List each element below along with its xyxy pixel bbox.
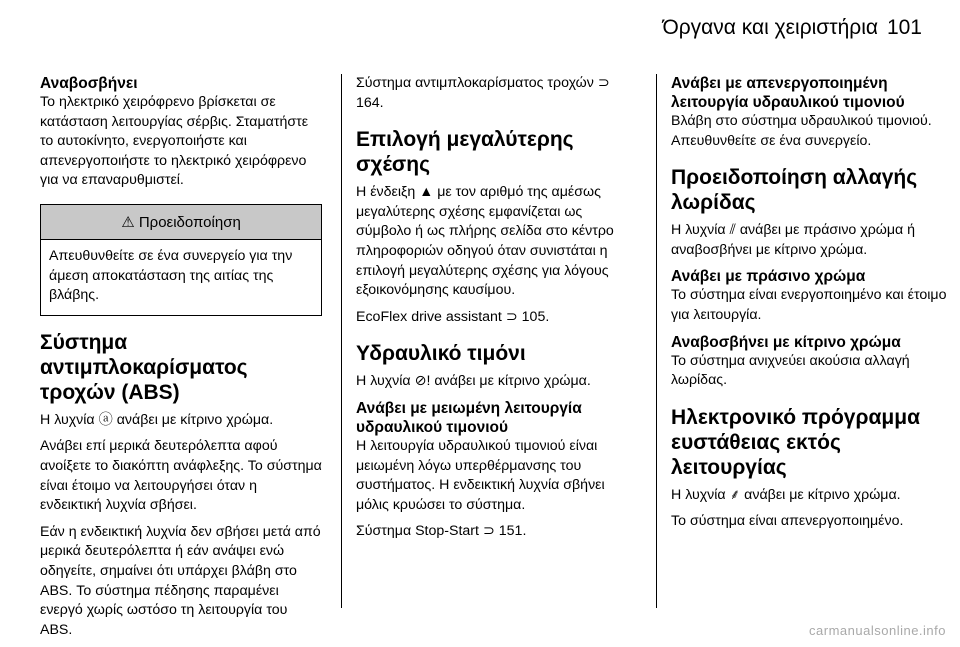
abs-reference: Σύστημα αντιμπλοκαρίσματος τροχών ⊃ 164.: [356, 75, 610, 111]
green-heading: Ανάβει με πράσινο χρώμα: [671, 268, 866, 286]
abs-heading: Σύστημα αντιμπλοκαρίσματος τροχών (ABS): [40, 330, 248, 404]
watermark: carmanualsonline.info: [809, 623, 946, 638]
abs-paragraph-2: Ανάβει επί μερικά δευτερόλεπτα αφού ανοίξετε το διακόπτη ανάφλεξης. Το σύστημα είναι έτοιμο να λειτουργήσει όταν η ενδεικτική λυχνία σβήσει.: [40, 438, 322, 514]
esc-heading: Ηλεκτρονικό πρόγραμμα ευστάθειας εκτός λειτουργίας: [671, 405, 920, 479]
column-3: [671, 74, 953, 539]
disabled-heading: Ανάβει με απενεργοποιημένη λειτουργία υδραυλικού τιμονιού: [671, 75, 905, 111]
gear-heading: Επιλογή μεγαλύτερης σχέσης: [356, 128, 574, 177]
page-number: 101: [886, 16, 922, 39]
column-2: [356, 74, 638, 549]
up-arrow-icon: ▲: [419, 184, 434, 201]
stopstart-reference-link[interactable]: 151.: [498, 523, 527, 540]
column-divider: [341, 74, 342, 608]
power-steering-icon: ⊘!: [414, 373, 431, 390]
page-reference-icon: ⊃: [597, 75, 610, 91]
abs-paragraph-1: Η λυχνία ⓐ ανάβει με κίτρινο χρώμα.: [40, 411, 274, 428]
yellow-heading: Αναβοσβήνει με κίτρινο χρώμα: [671, 333, 901, 351]
warning-title: Προειδοποίηση: [138, 213, 241, 231]
ecoflex-reference: EcoFlex drive assistant ⊃ 105.: [356, 308, 550, 325]
esc-off-icon: ⸙: [729, 486, 741, 503]
lane-heading: Προειδοποίηση αλλαγής λωρίδας: [671, 166, 918, 215]
reduced-text: Η λειτουργία υδραυλικού τιμονιού είναι μειωμένη λόγω υπερθέρμανσης του συστήματος. Η ενδεικτική λυχνία σβήνει μόλις κρυώσει το σύστημα.: [356, 437, 605, 513]
steering-heading: Υδραυλικό τιμόνι: [356, 342, 526, 366]
lane-departure-icon: ⫽: [729, 222, 736, 239]
green-text: Το σύστημα είναι ενεργοποιημένο και έτοιμο για λειτουργία.: [671, 287, 947, 323]
lane-text: Η λυχνία ⫽ ανάβει με πράσινο χρώμα ή αναβοσβήνει με κίτρινο χρώμα.: [671, 222, 916, 258]
disabled-text: Βλάβη στο σύστημα υδραυλικού τιμονιού. Απευθυνθείτε σε ένα συνεργείο.: [671, 113, 932, 149]
yellow-text: Το σύστημα ανιχνεύει ακούσια αλλαγή λωρίδας.: [671, 352, 910, 389]
gear-text: Η ένδειξη ▲ με τον αριθμό της αμέσως μεγαλύτερης σχέσης εμφανίζεται ως σύμβολο ή ως πλήρης σελίδα στο κέντρο πληροφοριών οδηγού όταν συνιστάται η επιλογή μεγαλύτερης σχέσης για λόγους εξοικονόμησης καυσίμου.: [356, 184, 614, 299]
warning-triangle-icon: ⚠: [121, 213, 135, 231]
abs-reference-link[interactable]: 164.: [356, 94, 384, 111]
warning-text: Απευθυνθείτε σε ένα συνεργείο για την άμεση αποκατάσταση της αιτίας της βλάβης.: [49, 247, 293, 304]
warning-box: [40, 204, 322, 316]
page-reference-icon: ⊃: [505, 308, 518, 325]
abs-paragraph-3: Εάν η ενδεικτική λυχνία δεν σβήσει μετά από μερικά δευτερόλεπτα ή εάν ανάψει ενώ οδηγείτε, σημαίνει ότι υπάρχει βλάβη στο ABS. Το σύστημα πέδησης παραμένει ενεργό χωρίς ωστόσο τη λειτουργία του ABS.: [40, 523, 321, 638]
page-title: Όργανα και χειριστήρια: [662, 16, 878, 39]
column-1: [40, 74, 322, 647]
column-divider: [656, 74, 657, 608]
stopstart-reference: Σύστημα Stop-Start ⊃ 151.: [356, 523, 527, 540]
blink-text: Το ηλεκτρικό χειρόφρενο βρίσκεται σε κατάσταση λειτουργίας σέρβις. Σταματήστε το αυτοκίνητο, ενεργοποιήστε και απενεργοποιήστε το ηλεκτρικό χειρόφρενο για να επαναρυθμιστεί.: [40, 94, 309, 189]
warning-header: [41, 205, 321, 240]
blink-heading: Αναβοσβήνει: [40, 75, 138, 92]
ecoflex-reference-link[interactable]: 105.: [521, 308, 550, 325]
steering-text: Η λυχνία ⊘! ανάβει με κίτρινο χρώμα.: [356, 373, 591, 390]
esc-text-2: Το σύστημα είναι απενεργοποιημένο.: [671, 513, 904, 530]
abs-icon: ⓐ: [98, 411, 113, 428]
page-reference-icon: ⊃: [482, 523, 495, 540]
esc-text: Η λυχνία ⸙ ανάβει με κίτρινο χρώμα.: [671, 486, 901, 503]
reduced-heading: Ανάβει με μειωμένη λειτουργία υδραυλικού τιμονιού: [356, 399, 582, 436]
